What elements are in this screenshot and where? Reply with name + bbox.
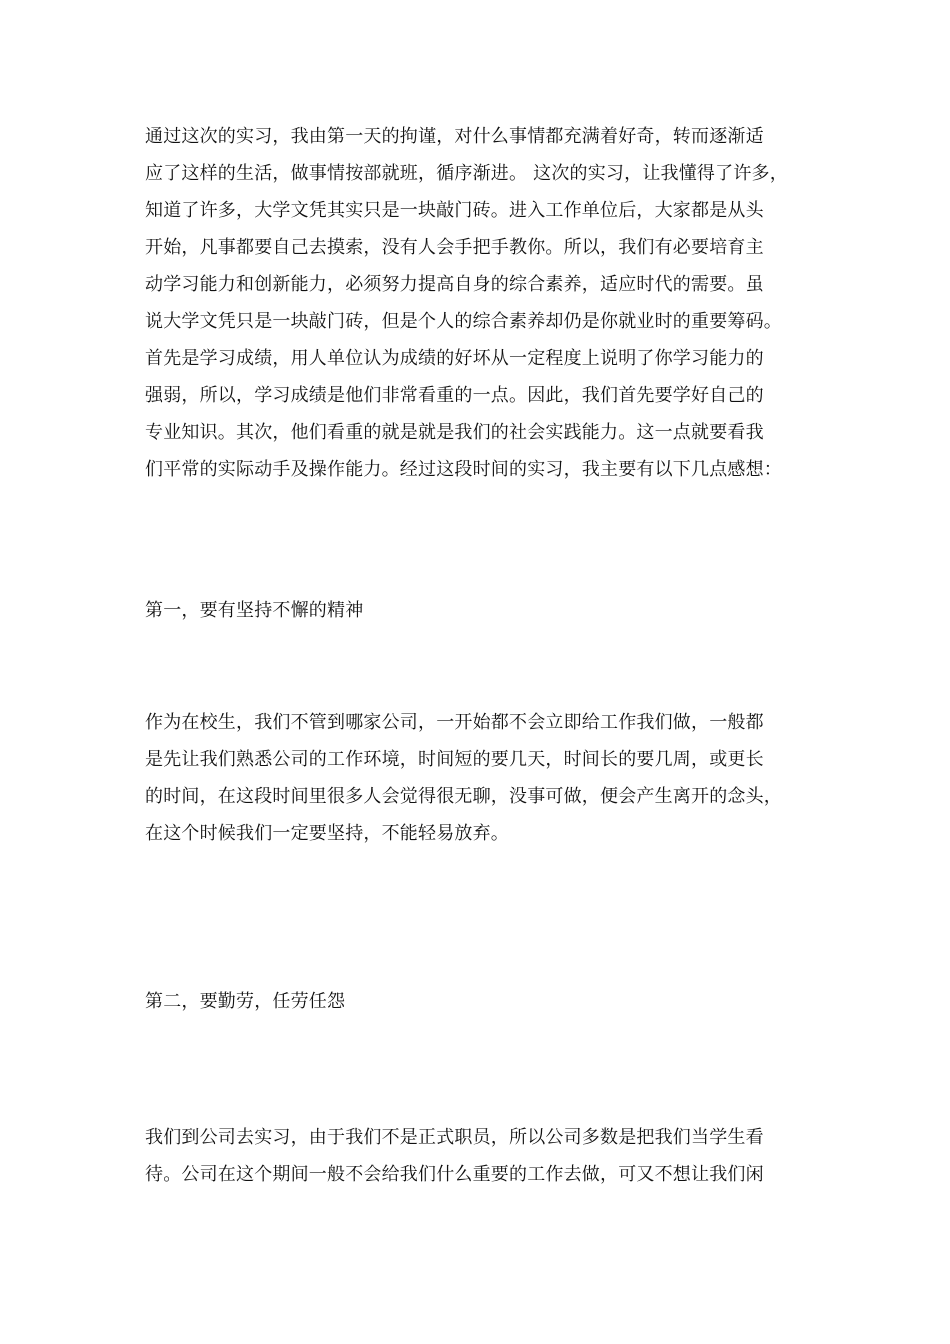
text-line: 是先让我们熟悉公司的工作环境，时间短的要几天，时间长的要几周，或更长 bbox=[145, 749, 764, 770]
heading-line: 第二，要勤劳，任劳任怨 bbox=[145, 991, 346, 1012]
paragraph-first bbox=[145, 704, 845, 852]
text-line: 动学习能力和创新能力，必须努力提高自身的综合素养，适应时代的需要。虽 bbox=[145, 274, 764, 295]
text-line: 待。公司在这个期间一般不会给我们什么重要的工作去做，可又不想让我们闲 bbox=[145, 1164, 764, 1185]
paragraph-second bbox=[145, 1119, 845, 1193]
text-line: 应了这样的生活，做事情按部就班，循序渐进。 这次的实习，让我懂得了许多， bbox=[145, 163, 788, 184]
text-line: 作为在校生，我们不管到哪家公司，一开始都不会立即给工作我们做，一般都 bbox=[145, 712, 764, 733]
text-line: 说大学文凭只是一块敲门砖，但是个人的综合素养却仍是你就业时的重要筹码。 bbox=[145, 311, 782, 332]
text-line: 强弱，所以，学习成绩是他们非常看重的一点。因此，我们首先要学好自己的 bbox=[145, 385, 764, 406]
paragraph-intro bbox=[145, 118, 845, 488]
text-line: 的时间，在这段时间里很多人会觉得很无聊，没事可做，便会产生离开的念头， bbox=[145, 786, 782, 807]
text-line: 知道了许多，大学文凭其实只是一块敲门砖。进入工作单位后，大家都是从头 bbox=[145, 200, 764, 221]
text-line: 我们到公司去实习，由于我们不是正式职员，所以公司多数是把我们当学生看 bbox=[145, 1127, 764, 1148]
text-line: 专业知识。其次，他们看重的就是就是我们的社会实践能力。这一点就要看我 bbox=[145, 422, 764, 443]
text-line: 通过这次的实习，我由第一天的拘谨，对什么事情都充满着好奇，转而逐渐适 bbox=[145, 126, 764, 147]
heading-line: 第一，要有坚持不懈的精神 bbox=[145, 600, 364, 621]
section-heading-first bbox=[145, 592, 845, 629]
text-line: 首先是学习成绩，用人单位认为成绩的好坏从一定程度上说明了你学习能力的 bbox=[145, 348, 764, 369]
section-heading-second bbox=[145, 983, 845, 1020]
text-line: 们平常的实际动手及操作能力。经过这段时间的实习，我主要有以下几点感想： bbox=[145, 459, 782, 480]
text-line: 开始，凡事都要自己去摸索，没有人会手把手教你。所以，我们有必要培育主 bbox=[145, 237, 764, 258]
text-line: 在这个时候我们一定要坚持，不能轻易放弃。 bbox=[145, 823, 509, 844]
